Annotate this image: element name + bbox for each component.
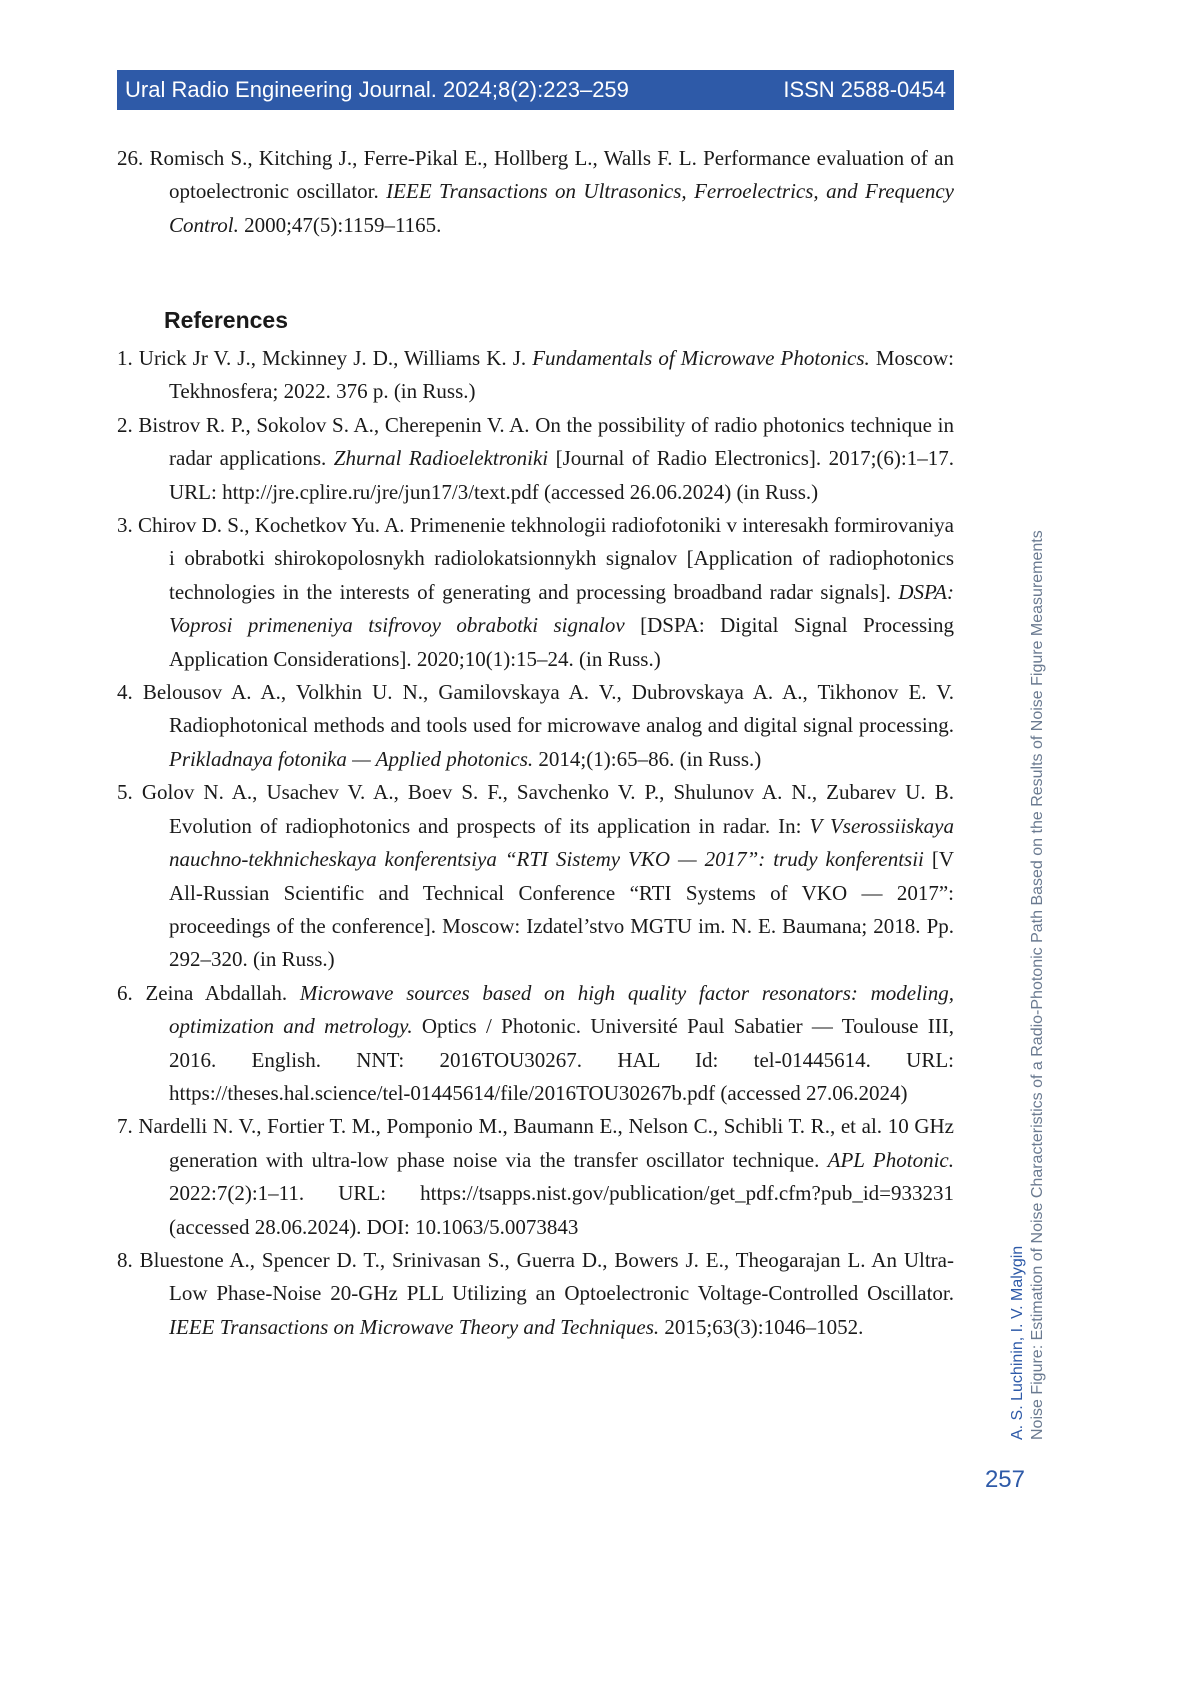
reference-item (117, 409, 954, 509)
reference-source: IEEE Transactions on Ultrasonics, Ferroelectrics, and Frequency Control. (169, 179, 954, 237)
reference-item (117, 676, 954, 776)
reference-source: APL Photonic. (827, 1147, 954, 1172)
side-authors: A. S. Luchinin, I. V. Malygin (1009, 1245, 1026, 1440)
reference-text: 8. Bluestone A., Spencer D. T., Srinivasan S., Guerra D., Bowers J. E., Theogarajan L. An Ultra-Low Phase-Noise 20-GHz PLL Utilizing an Optoelectronic Voltage-Controlled Oscillator. (117, 1247, 954, 1306)
reference-source: Fundamentals of Microwave Photonics. (532, 346, 870, 370)
references-list (117, 342, 954, 1344)
reference-item (117, 342, 954, 409)
reference-details: 2014;(1):65–86. (in Russ.) (533, 746, 762, 771)
reference-item (117, 509, 954, 676)
issn: ISSN 2588-0454 (783, 77, 946, 102)
reference-text: 1. Urick Jr V. J., Mckinney J. D., Williams K. J. (117, 346, 533, 370)
reference-source: Microwave sources based on high quality factor resonators: modeling, optimization and metrology. (169, 980, 954, 1039)
reference-details: 2000;47(5):1159–1165. (238, 212, 442, 237)
journal-header-bar (117, 70, 954, 110)
previous-reference-list (117, 142, 954, 242)
reference-item (117, 776, 954, 976)
journal-citation: Ural Radio Engineering Journal. 2024;8(2):223–259 (125, 77, 629, 102)
reference-item (117, 1244, 954, 1344)
reference-source: IEEE Transactions on Microwave Theory and Techniques. (169, 1314, 660, 1339)
reference-source: Prikladnaya fotonika — Applied photonics. (169, 746, 534, 771)
reference-details: [DSPA: Digital Signal Processing Application Considerations]. 2020;10(1):15–24. (in Russ.) (169, 613, 955, 671)
reference-item (117, 142, 954, 242)
reference-details: [V All-Russian Scientific and Technical Conference “RTI Systems of VKO — 2017”: proceedings of the conference]. Moscow: Izdatel’stvo MGTU im. N. E. Baumana; 2018. Pp. 292–320. (in Russ.) (169, 847, 954, 972)
reference-text: 7. Nardelli N. V., Fortier T. M., Pomponio M., Baumann E., Nelson C., Schibli T. R., et al. 10 GHz generation with ultra-low phase noise via the transfer oscillator technique. (117, 1114, 954, 1172)
reference-details: Moscow: Tekhnosfera; 2022. 376 p. (in Russ.) (169, 346, 955, 404)
reference-details: 2015;63(3):1046–1052. (659, 1314, 864, 1339)
reference-source: Zhurnal Radioelektroniki (333, 446, 549, 471)
side-article-title: Noise Figure: Estimation of Noise Characteristics of a Radio-Photonic Path Based on the Results of Noise Figure Measurements (1029, 530, 1046, 1440)
side-running-title (1008, 530, 1048, 1440)
reference-item (117, 1110, 954, 1244)
reference-text: 3. Chirov D. S., Kochetkov Yu. A. Primenenie tekhnologii radiofotoniki v interesakh formirovaniya i obrabotki shirokopolosnykh radiolokatsionnykh signalov [Application of radiophotonics technologies in the interests of generating and processing broadband radar signals]. (117, 513, 954, 604)
reference-text: 26. Romisch S., Kitching J., Ferre-Pikal E., Hollberg L., Walls F. L. Performance evaluation of an optoelectronic oscillator. (117, 146, 954, 204)
reference-item (117, 977, 954, 1111)
reference-text: 6. Zeina Abdallah. (117, 980, 300, 1005)
reference-text: 5. Golov N. A., Usachev V. A., Boev S. F., Savchenko V. P., Shulunov A. N., Zubarev U. B. Evolution of radiophotonics and prospects of its application in radar. In: (117, 780, 954, 838)
references-heading: References (164, 307, 289, 333)
reference-text: 2. Bistrov R. P., Sokolov S. A., Cherepenin V. A. On the possibility of radio photonics technique in radar applications. (117, 412, 954, 471)
reference-source: DSPA: Voprosi primeneniya tsifrovoy obrabotki signalov (169, 579, 954, 638)
page-number: 257 (984, 1466, 1025, 1493)
reference-details: Optics / Photonic. Université Paul Sabatier — Toulouse III, 2016. English. NNT: 2016TOU30267. HAL Id: tel-01445614. URL: https://theses.hal.science/tel-01445614/file/2016TOU30267b.pdf (accessed 27.06.2024) (169, 1014, 954, 1105)
reference-text: 4. Belousov A. A., Volkhin U. N., Gamilovskaya A. V., Dubrovskaya A. A., Tikhonov E. V. Radiophotonical methods and tools used for microwave analog and digital signal processing. (117, 680, 954, 738)
reference-details: 2022:7(2):1–11. URL: https://tsapps.nist.gov/publication/get_pdf.cfm?pub_id=933231 (accessed 28.06.2024). DOI: 10.1063/5.0073843 (169, 1181, 954, 1239)
reference-details: [Journal of Radio Electronics]. 2017;(6):1–17. URL: http://jre.cplire.ru/jre/jun17/3/text.pdf (accessed 26.06.2024) (in Russ.) (169, 446, 954, 504)
reference-source: V Vserossiiskaya nauchno-tekhnicheskaya konferentsiya “RTI Sistemy VKO — 2017”: trudy konferentsii (169, 813, 954, 872)
